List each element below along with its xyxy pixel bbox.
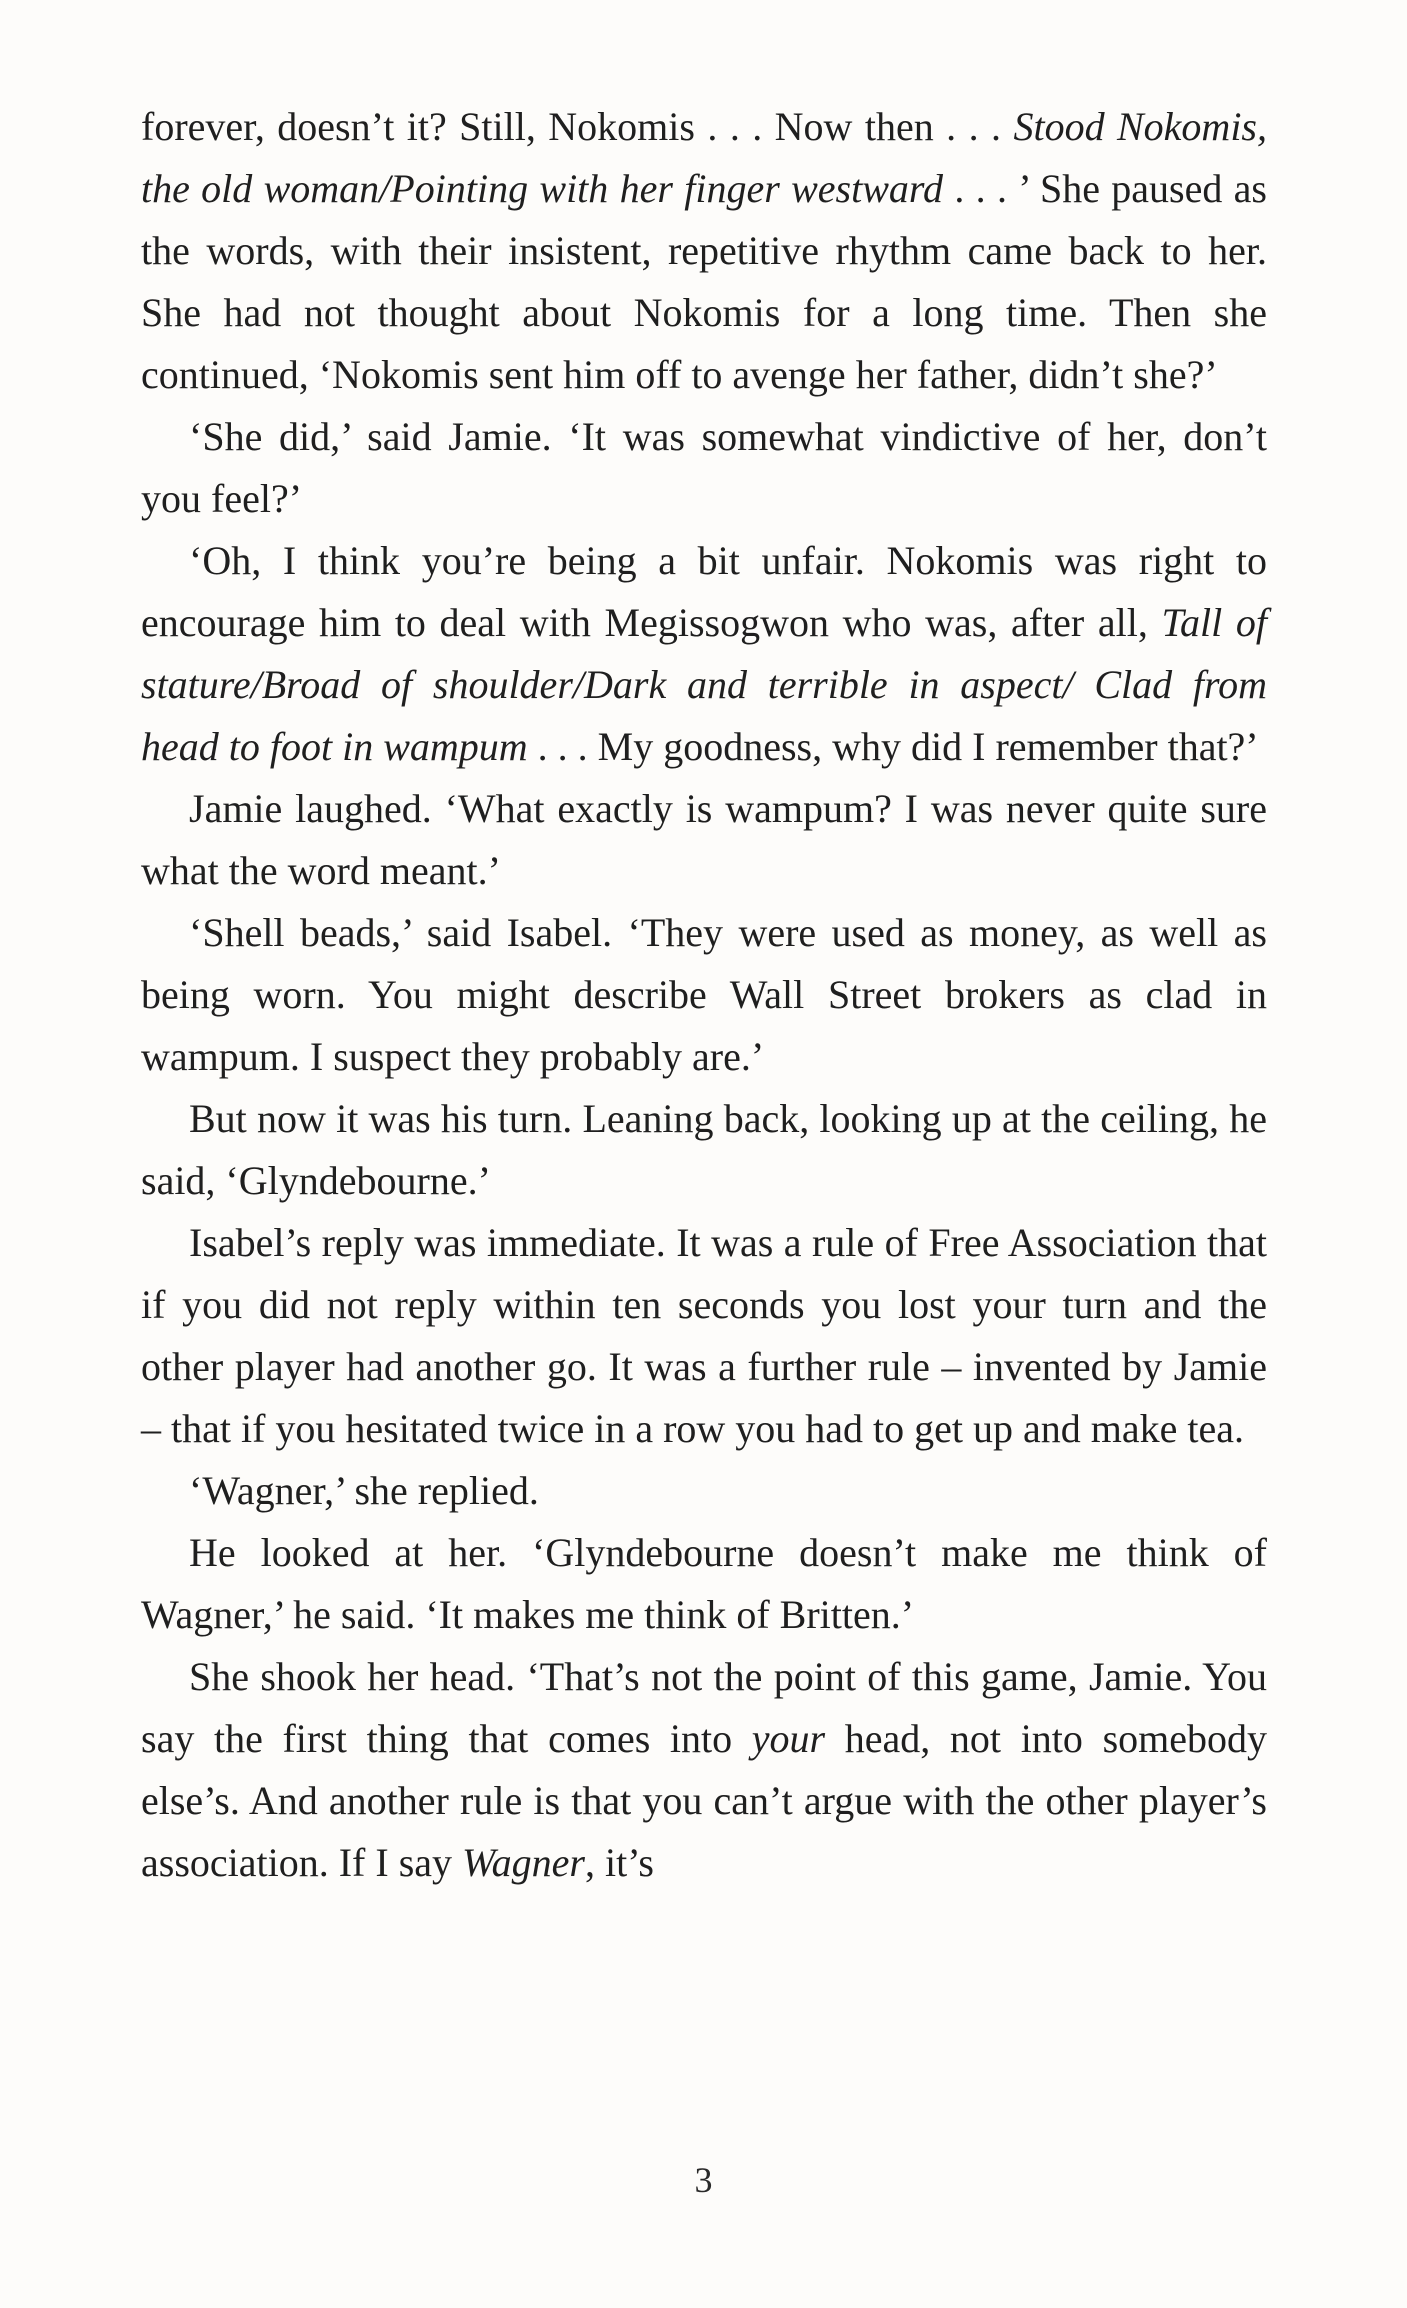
paragraph (141, 406, 1267, 530)
text-run: . . . My goodness, why did I remember that?’ (527, 724, 1259, 769)
italic-run: Tall of stature/Broad of shoulder/Dark and terrible in aspect/ Clad from head to foot in wampum (141, 600, 1267, 769)
paragraph (141, 778, 1267, 902)
text-run: ‘Shell beads,’ said Isabel. ‘They were used as money, as well as being worn. You might describe Wall Street brokers as clad in wampum. I suspect they probably are.’ (141, 910, 1267, 1079)
text-run: She shook her head. ‘That’s not the point of this game, Jamie. You say the first thing that comes into (141, 1654, 1267, 1761)
text-run: forever, doesn’t it? Still, Nokomis . . . Now then . . . (141, 104, 1014, 149)
paragraph (141, 96, 1267, 406)
body-text (141, 96, 1267, 1894)
text-run: ‘Oh, I think you’re being a bit unfair. Nokomis was right to encourage him to deal with Megissogwon who was, after all, (141, 538, 1267, 645)
text-run: , it’s (584, 1840, 654, 1885)
text-run: head, not into somebody else’s. And another rule is that you can’t argue with the other player’s association. If I say (141, 1716, 1268, 1885)
paragraph (141, 902, 1267, 1088)
text-run: Isabel’s reply was immediate. It was a rule of Free Association that if you did not reply within ten seconds you lost your turn and the other player had another go. It was a further rule – invented by Jamie – that if you hesitated twice in a row you had to get up and make tea. (141, 1220, 1267, 1451)
text-run: ‘She did,’ said Jamie. ‘It was somewhat vindictive of her, don’t you feel?’ (141, 414, 1267, 521)
paragraph (141, 1460, 1267, 1522)
italic-run: Wagner (462, 1840, 585, 1885)
text-run: He looked at her. ‘Glyndebourne doesn’t make me think of Wagner,’ he said. ‘It makes me think of Britten.’ (141, 1530, 1267, 1637)
paragraph (141, 1646, 1267, 1894)
paragraph (141, 530, 1267, 778)
paragraph (141, 1522, 1267, 1646)
text-run: Jamie laughed. ‘What exactly is wampum? I was never quite sure what the word meant.’ (141, 786, 1267, 893)
text-run: ‘Wagner,’ she replied. (189, 1468, 539, 1513)
text-run: . . . ’ She paused as the words, with their insistent, repetitive rhythm came back to her. She had not thought about Nokomis for a long time. Then she continued, ‘Nokomis sent him off to avenge her father, didn’t she?’ (141, 166, 1267, 397)
italic-run: your (751, 1716, 826, 1761)
page-number: 3 (694, 2160, 713, 2200)
paragraph (141, 1088, 1267, 1212)
italic-run: Stood Nokomis, the old woman/Pointing with her finger westward (141, 104, 1267, 211)
text-run: But now it was his turn. Leaning back, looking up at the ceiling, he said, ‘Glyndebourne.’ (141, 1096, 1267, 1203)
paragraph (141, 1212, 1267, 1460)
